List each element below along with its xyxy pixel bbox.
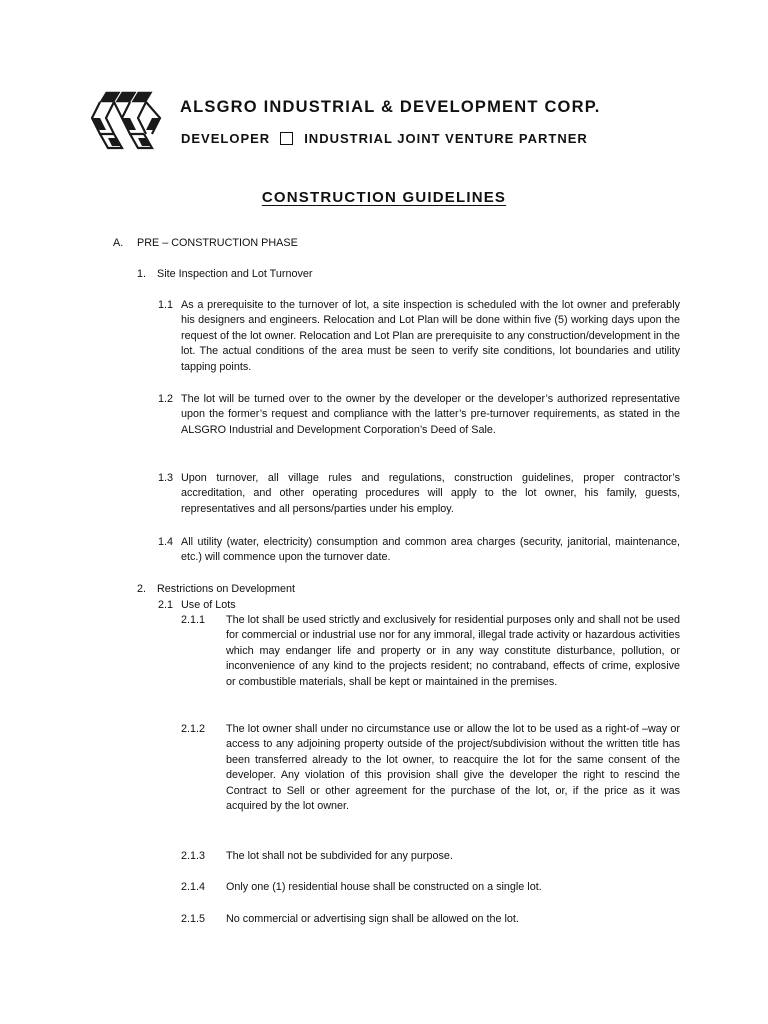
clause-text: Only one (1) residential house shall be constructed on a single lot. (226, 881, 542, 893)
clause-number: 2.1.1 (181, 614, 206, 626)
clause-text: As a prerequisite to the turnover of lot, a site inspection is scheduled with the lot owner and preferably his designers and engineers. Relocation and Lot Plan will be done within five (5) working days upon the request of the lot owner. Relocation and Lot Plan are prerequisite to any construction/development in the lot. The actual conditions of the area must be seen to verify site conditions, lot boundaries and utility tapping points. (181, 299, 680, 373)
clause-text: All utility (water, electricity) consumption and common area charges (security, janitorial, maintenance, etc.) will commence upon the turnover date. (181, 536, 680, 564)
clause-text: Upon turnover, all village rules and regulations, construction guidelines, proper contractor’s accreditation, and other operating procedures will apply to the lot owner, his family, guests, representatives and all persons/parties under his employ. (181, 472, 680, 515)
subsection-number: 2.1 (158, 599, 174, 611)
clause-number: 1.3 (158, 472, 174, 484)
clause-number: 2.1.4 (181, 881, 206, 893)
clause-text: The lot owner shall under no circumstance use or allow the lot to be used as a right-of –way or access to any adjoining property outside of the project/subdivision without the written title has been transferred already to the lot owner, to reacquire the lot for the same consent of the developer. Any violation of this provision shall give the developer the right to rescind the Contract to Sell or other agreement for the purchase of the lot, or, if the price as it was acquired by the lot owner. (226, 723, 680, 813)
clause-text: The lot shall not be subdivided for any purpose. (226, 850, 453, 862)
item-number: 2. (137, 583, 147, 595)
company-tagline (181, 131, 588, 146)
clause-number: 1.2 (158, 393, 174, 405)
clause-number: 2.1.2 (181, 723, 206, 735)
company-logo (86, 88, 170, 152)
item-heading: Restrictions on Development (157, 583, 296, 595)
clause-number: 2.1.3 (181, 850, 206, 862)
item-number: 1. (137, 268, 147, 280)
clause-number: 2.1.5 (181, 913, 206, 925)
developer-label: DEVELOPER (181, 131, 271, 146)
item-heading: Site Inspection and Lot Turnover (157, 268, 313, 280)
partner-label: INDUSTRIAL JOINT VENTURE PARTNER (304, 131, 588, 146)
document-title: CONSTRUCTION GUIDELINES (261, 189, 507, 206)
company-name: ALSGRO INDUSTRIAL & DEVELOPMENT CORP. (180, 98, 601, 116)
section-heading: PRE – CONSTRUCTION PHASE (137, 237, 298, 249)
clause-number: 1.1 (158, 299, 174, 311)
clause-text: The lot shall be used strictly and exclusively for residential purposes only and shall not be used for commercial or industrial use nor for any immoral, illegal trade activity or hazardous activities which may endanger life and property or in any way constitute disturbance, pollution, or inconvenience of any kind to the projects resident; no contraband, effects of crime, explosive or combustible materials, shall be kept or maintained in the premises. (226, 614, 680, 688)
clause-number: 1.4 (158, 536, 174, 548)
clause-text: No commercial or advertising sign shall be allowed on the lot. (226, 913, 519, 925)
section-letter: A. (113, 237, 124, 249)
checkbox-square (280, 132, 293, 145)
subsection-heading: Use of Lots (181, 599, 236, 611)
clause-text: The lot will be turned over to the owner by the developer or the developer’s authorized representative upon the former’s request and compliance with the latter’s pre-turnover requirements, as stated in the ALSGRO Industrial and Development Corporation’s Deed of Sale. (181, 393, 680, 436)
